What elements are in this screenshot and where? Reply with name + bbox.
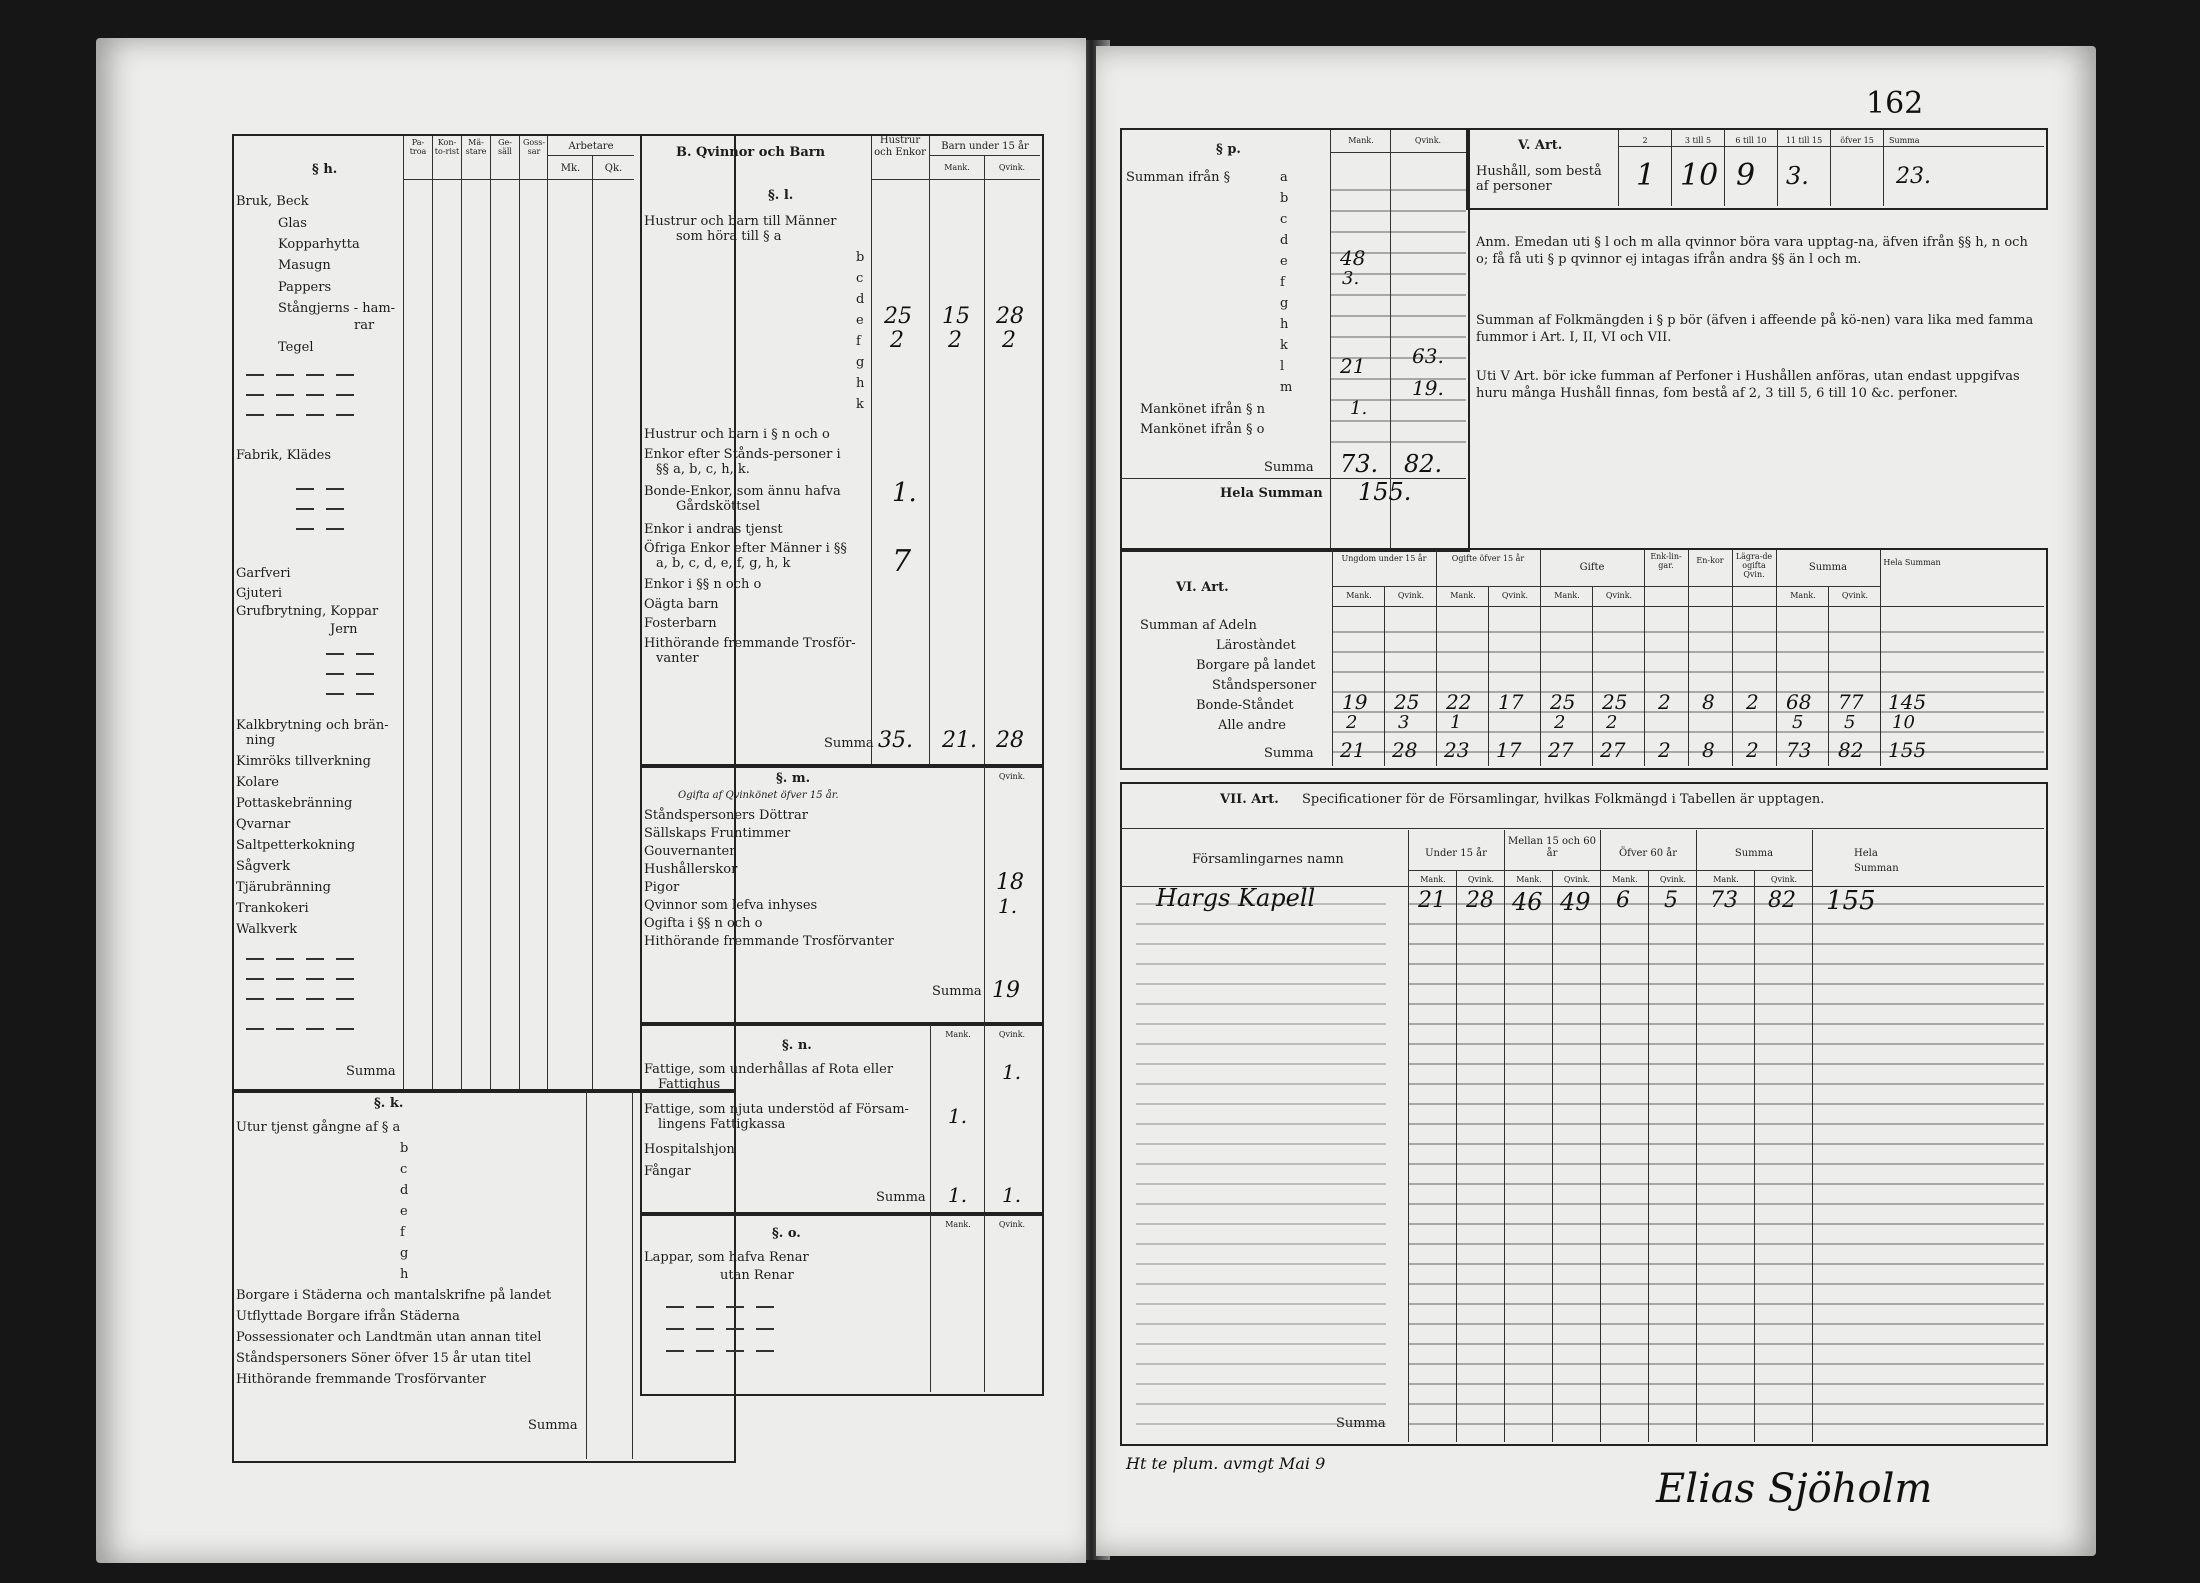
art7-h-mellan: Mellan 15 och 60 år xyxy=(1507,836,1596,859)
art6-h-hela: Hela Summan xyxy=(1883,558,1941,567)
hw-art7-val: 6 xyxy=(1616,888,1630,913)
p-letter: k xyxy=(1280,338,1288,353)
art5-col: 6 till 10 xyxy=(1735,136,1767,145)
art6-mank: Mank. xyxy=(1554,591,1580,600)
k-row: e xyxy=(400,1204,408,1219)
n-row: Fångar xyxy=(644,1164,691,1179)
k-row: f xyxy=(400,1225,405,1240)
p-letter: m xyxy=(1280,380,1293,395)
left-page xyxy=(96,38,1086,1563)
p-letter: l xyxy=(1280,359,1285,374)
m-row: Qvinnor som lefva inhyses xyxy=(644,898,818,913)
art7-h-ofver60: Öfver 60 år xyxy=(1618,848,1678,859)
hw-art6-bonde: 25 xyxy=(1602,690,1628,714)
art7-mank: Mank. xyxy=(1713,875,1739,884)
note-art5: Uti V Art. bör icke fumman af Perfoner i Hushållen anföras, utan endast uppgifvas huru många Hushåll finnas, fom bestå af 2, 3 till 5, 6 till 10 &c. perfoner. xyxy=(1476,369,2020,401)
col-patron: Pa-troa xyxy=(409,138,427,156)
b-row: Hustrur och barn i § n och o xyxy=(644,427,830,442)
h-row: Garfveri xyxy=(236,566,291,581)
h-row: Gjuteri xyxy=(236,586,283,601)
art7-qvink: Qvink. xyxy=(1563,875,1591,884)
hw-b-f-qvink: 2 xyxy=(1002,328,1016,353)
hw-b-f-hustrur: 2 xyxy=(890,328,904,353)
hw-art6-summa: 82 xyxy=(1838,738,1864,762)
hw-art7-val: 155 xyxy=(1826,886,1876,916)
hw-b-bonde-enkor: 1. xyxy=(892,478,917,508)
h-row: Kalkbrytning och brän- xyxy=(236,718,389,733)
art5-col: Summa xyxy=(1889,136,1920,145)
art5-col: 2 xyxy=(1642,136,1648,145)
art6-h-summa: Summa xyxy=(1808,562,1848,573)
section-h-title: § h. xyxy=(312,162,338,177)
art6-row: Borgare på landet xyxy=(1196,658,1316,673)
h-summa: Summa xyxy=(346,1064,396,1079)
hw-art6-summa: 73 xyxy=(1786,738,1812,762)
p-letter: g xyxy=(1280,296,1289,311)
hw-art6-bonde: 2 xyxy=(1658,690,1671,714)
h-row: Saltpetterkokning xyxy=(236,838,356,853)
col-barn-under-15: Barn under 15 år xyxy=(941,141,1029,152)
hw-art6-summa: 21 xyxy=(1340,738,1366,762)
h-row: Pottaskebränning xyxy=(236,796,353,811)
h-row: Walkverk xyxy=(236,922,298,937)
hw-art6-summa: 155 xyxy=(1888,738,1927,762)
b-row: g xyxy=(856,355,865,370)
p-letter: e xyxy=(1280,254,1288,269)
hw-p-l-qvink: 63. xyxy=(1412,344,1444,368)
art7-mank: Mank. xyxy=(1612,875,1638,884)
p-letter: d xyxy=(1280,233,1289,248)
hw-art5-2: 1 xyxy=(1636,158,1656,193)
n-row: Fattighus xyxy=(658,1077,721,1092)
p-letter: c xyxy=(1280,212,1288,227)
hw-p-e: 48 xyxy=(1340,246,1366,270)
hw-art7-val: 73 xyxy=(1710,888,1738,913)
hw-b-summa-qvink: 28 xyxy=(996,728,1024,753)
b-row: Öfriga Enkor efter Männer i §§ xyxy=(644,541,847,556)
hw-art7-val: 28 xyxy=(1466,888,1494,913)
art7-h-summa: Summa xyxy=(1734,848,1774,859)
art5-col: 3 till 5 xyxy=(1684,136,1712,145)
b-row: f xyxy=(856,334,861,349)
m-row: Gouvernanter xyxy=(644,844,736,859)
signature: Elias Sjöholm xyxy=(1656,1466,1933,1512)
h-row: Kolare xyxy=(236,775,280,790)
hw-art6-alle: 2 xyxy=(1606,712,1618,733)
art6-mank: Mank. xyxy=(1450,591,1476,600)
h-row: Jern xyxy=(330,622,358,637)
col-gossar: Goss-sar xyxy=(522,138,546,156)
hw-art7-val: 5 xyxy=(1664,888,1678,913)
b-summa: Summa xyxy=(824,736,874,751)
n-row: lingens Fattigkassa xyxy=(658,1117,786,1132)
hw-art6-summa: 2 xyxy=(1746,738,1759,762)
hw-art6-bonde: 77 xyxy=(1838,690,1864,714)
hw-art6-bonde: 25 xyxy=(1394,690,1420,714)
col-hustrur-enkor: Hustrur och Enkor xyxy=(874,135,926,158)
h-row: Tegel xyxy=(278,340,314,355)
p-mank-o: Mankönet ifrån § o xyxy=(1140,422,1265,437)
col-gesall: Ge-säll xyxy=(498,138,512,156)
hw-art6-bonde: 22 xyxy=(1446,690,1472,714)
n-col-mank: Mank. xyxy=(945,1030,971,1039)
k-summa: Summa xyxy=(528,1418,578,1433)
art6-h-gifte: Gifte xyxy=(1579,562,1605,573)
col-barn-mank: Mank. xyxy=(944,163,970,172)
hw-b-f-mank: 2 xyxy=(948,328,962,353)
hw-art6-summa: 2 xyxy=(1658,738,1671,762)
m-row: Hushållerskor xyxy=(644,862,738,877)
hw-b-summa-mank: 21. xyxy=(942,728,977,753)
h-row: Masugn xyxy=(278,258,331,273)
hw-p-summa-mank: 73. xyxy=(1340,450,1379,478)
col-arbetare: Arbetare xyxy=(568,141,614,152)
art7-summa: Summa xyxy=(1336,1416,1386,1431)
p-letter: h xyxy=(1280,317,1289,332)
art6-row: Alle andre xyxy=(1218,718,1286,733)
n-row: Fattige, som njuta understöd af Försam- xyxy=(644,1102,909,1117)
art6-h-enkor: En-kor xyxy=(1696,556,1724,565)
o-row: utan Renar xyxy=(720,1268,794,1283)
col-kontorist: Kon-to-rist xyxy=(434,138,460,156)
hw-art6-bonde: 68 xyxy=(1786,690,1812,714)
k-row: Hithörande fremmande Trosförvanter xyxy=(236,1372,486,1387)
hw-art7-parish: Hargs Kapell xyxy=(1156,884,1316,912)
hw-art6-alle: 10 xyxy=(1892,712,1915,733)
col-arbetare-mk: Mk. xyxy=(560,163,581,174)
b-row: Fosterbarn xyxy=(644,616,717,631)
art7-mank: Mank. xyxy=(1420,875,1446,884)
section-b-title: B. Qvinnor och Barn xyxy=(676,145,826,160)
art5-label: Hushåll, som bestå af personer xyxy=(1476,164,1602,194)
hw-n-summa-mank: 1. xyxy=(948,1183,968,1207)
footer-note: Ht te plum. avmgt Mai 9 xyxy=(1126,1454,1326,1473)
k-row: h xyxy=(400,1267,409,1282)
n-summa: Summa xyxy=(876,1190,926,1205)
h-row: Sågverk xyxy=(236,859,291,874)
hw-art6-alle: 5 xyxy=(1844,712,1856,733)
b-row: a, b, c, d, e, f, g, h, k xyxy=(656,556,791,571)
h-row: Stångjerns - ham- xyxy=(278,301,396,316)
hw-p-m-qvink: 19. xyxy=(1412,376,1444,400)
k-row: c xyxy=(400,1162,408,1177)
o-col-qvink: Qvink. xyxy=(998,1220,1026,1229)
hw-b-e-mank: 15 xyxy=(942,304,970,329)
hw-m-summa: 19 xyxy=(992,978,1020,1003)
p-hela-summan: Hela Summan xyxy=(1220,486,1323,501)
b-row: Bonde-Enkor, som ännu hafva xyxy=(644,484,841,499)
hw-art6-bonde: 25 xyxy=(1550,690,1576,714)
section-o-title: §. o. xyxy=(772,1226,801,1241)
art5-col: öfver 15 xyxy=(1840,136,1874,145)
hw-art6-summa: 23 xyxy=(1444,738,1470,762)
b-row: Enkor efter Stånds-personer i xyxy=(644,447,841,462)
p-summa: Summa xyxy=(1264,460,1314,475)
m-col-qvink: Qvink. xyxy=(998,772,1026,781)
art6-qvink: Qvink. xyxy=(1397,591,1425,600)
hw-art7-val: 46 xyxy=(1512,888,1543,916)
b-row: Enkor i §§ n och o xyxy=(644,577,762,592)
art6-row: Bonde-Ståndet xyxy=(1196,698,1294,713)
art7-col-name: Församlingarnes namn xyxy=(1192,852,1344,867)
h-row: Pappers xyxy=(278,280,332,295)
n-row: Hospitalshjon xyxy=(644,1142,735,1157)
hw-art6-alle: 2 xyxy=(1554,712,1566,733)
hw-art6-summa: 27 xyxy=(1600,738,1626,762)
section-m-subtitle: Ogifta af Qvinkönet öfver 15 år. xyxy=(678,790,839,801)
k-row: Utur tjenst gångne af § a xyxy=(236,1120,401,1135)
p-lead: Summan ifrån § xyxy=(1126,170,1231,185)
art5-title: V. Art. xyxy=(1518,138,1563,153)
b-row: som höra till § a xyxy=(676,229,782,244)
b-row: Enkor i andras tjenst xyxy=(644,522,783,537)
hw-art5-6-10: 9 xyxy=(1736,158,1756,193)
p-col-qvink: Qvink. xyxy=(1414,136,1442,145)
hw-n-rota: 1. xyxy=(1002,1060,1022,1084)
h-row: Trankokeri xyxy=(236,901,309,916)
hw-p-f: 3. xyxy=(1342,268,1360,289)
hw-art6-bonde: 2 xyxy=(1746,690,1759,714)
b-row: Hustrur och barn till Männer xyxy=(644,214,837,229)
p-letter: b xyxy=(1280,191,1289,206)
k-row: d xyxy=(400,1183,409,1198)
art6-row: Lärostàndet xyxy=(1216,638,1296,653)
page-number: 162 xyxy=(1866,86,1924,121)
m-row: Pigor xyxy=(644,880,680,895)
h-row: Qvarnar xyxy=(236,817,291,832)
hw-art6-bonde: 19 xyxy=(1342,690,1368,714)
art6-row: Summan af Adeln xyxy=(1140,618,1257,633)
hw-art6-alle: 3 xyxy=(1398,712,1410,733)
b-row: b xyxy=(856,250,865,265)
b-row: k xyxy=(856,397,864,412)
p-col-mank: Mank. xyxy=(1348,136,1374,145)
hw-art7-val: 49 xyxy=(1560,888,1591,916)
art7-mank: Mank. xyxy=(1516,875,1542,884)
h-row: rar xyxy=(354,318,375,333)
m-row: Ståndspersoners Döttrar xyxy=(644,808,808,823)
art6-qvink: Qvink. xyxy=(1605,591,1633,600)
art6-qvink: Qvink. xyxy=(1501,591,1529,600)
h-row: Bruk, Beck xyxy=(236,194,309,209)
art6-qvink: Qvink. xyxy=(1841,591,1869,600)
b-row: Gårdsköttsel xyxy=(676,499,761,514)
h-row: Kopparhytta xyxy=(278,237,360,252)
hw-art6-summa: 17 xyxy=(1496,738,1522,762)
hw-n-summa-qvink: 1. xyxy=(1002,1183,1022,1207)
art6-mank: Mank. xyxy=(1790,591,1816,600)
art6-h-ogifte: Ogifte öfver 15 år xyxy=(1451,554,1525,563)
o-col-mank: Mank. xyxy=(945,1220,971,1229)
h-row: Grufbrytning, Koppar xyxy=(236,604,379,619)
hw-art6-summa: 8 xyxy=(1702,738,1715,762)
hw-art5-summa: 23. xyxy=(1896,164,1931,189)
b-row: Oägta barn xyxy=(644,597,719,612)
hw-art6-alle: 5 xyxy=(1792,712,1804,733)
hw-m-pigor: 18 xyxy=(996,870,1024,895)
art6-h-ungdom: Ungdom under 15 år xyxy=(1341,554,1427,563)
b-row: h xyxy=(856,376,865,391)
n-row: Fattige, som underhållas af Rota eller xyxy=(644,1062,894,1077)
hw-art6-alle: 2 xyxy=(1346,712,1358,733)
b-row: c xyxy=(856,271,864,286)
right-page xyxy=(1096,46,2096,1556)
o-row: Lappar, som hafva Renar xyxy=(644,1250,809,1265)
hw-p-n-mank: 1. xyxy=(1350,398,1368,419)
h-row: Glas xyxy=(278,216,307,231)
hw-n-kassa: 1. xyxy=(948,1104,968,1128)
p-mank-n: Mankönet ifrån § n xyxy=(1140,402,1266,417)
h-row: Tjärubränning xyxy=(236,880,331,895)
hw-m-qvinnor: 1. xyxy=(998,894,1018,918)
b-row: e xyxy=(856,313,864,328)
b-row: d xyxy=(856,292,865,307)
p-letter: a xyxy=(1280,170,1288,185)
art7-qvink: Qvink. xyxy=(1659,875,1687,884)
hw-b-ofriga-enkor: 7 xyxy=(892,544,912,579)
art6-title: VI. Art. xyxy=(1176,580,1229,595)
art5-col: 11 till 15 xyxy=(1785,136,1823,145)
hw-art5-3-5: 10 xyxy=(1680,158,1719,193)
hw-b-summa-hustrur: 35. xyxy=(878,728,913,753)
art7-title: VII. Art. xyxy=(1220,792,1279,807)
col-barn-qvink: Qvink. xyxy=(998,163,1026,172)
k-row: b xyxy=(400,1141,409,1156)
hw-art6-bonde: 17 xyxy=(1498,690,1524,714)
b-row: vanter xyxy=(656,651,699,666)
sub-l-title: §. l. xyxy=(768,188,794,203)
b-row: §§ a, b, c, h, k. xyxy=(656,462,750,477)
col-arbetare-qk: Qk. xyxy=(604,163,623,174)
art6-h-enklingar: Enk-lin-gar. xyxy=(1650,552,1682,570)
note-anm: Anm. Emedan uti § l och m alla qvinnor böra vara upptag-na, äfven ifrån §§ h, n och o; få få uti § p qvinnor ej intagas ifrån andra §§ än l och m. xyxy=(1476,235,2028,267)
hw-art6-bonde: 145 xyxy=(1888,690,1927,714)
art6-h-lagrade: Lägra-de ogifta Qvin. xyxy=(1735,552,1773,579)
hw-b-e-qvink: 28 xyxy=(996,304,1024,329)
note-summan: Summan af Folkmängden i § p bör (äfven i affeende på kö-nen) vara lika med famma fummor i Art. I, II, VI och VII. xyxy=(1476,313,2034,345)
h-row: Kimröks tillverkning xyxy=(236,754,371,769)
m-row: Ogifta i §§ n och o xyxy=(644,916,763,931)
art6-summa: Summa xyxy=(1264,746,1314,761)
n-col-qvink: Qvink. xyxy=(998,1030,1026,1039)
hw-art6-bonde: 8 xyxy=(1702,690,1715,714)
hw-art6-summa: 28 xyxy=(1392,738,1418,762)
m-row: Sällskaps Fruntimmer xyxy=(644,826,791,841)
k-row: Ståndspersoners Söner öfver 15 år utan titel xyxy=(236,1351,532,1366)
h-row: Fabrik, Klädes xyxy=(236,448,332,463)
hw-art7-val: 21 xyxy=(1418,888,1446,913)
art7-subtitle: Specificationer för de Församlingar, hvilkas Folkmängd i Tabellen är upptagen. xyxy=(1302,792,1825,807)
art7-qvink: Qvink. xyxy=(1770,875,1798,884)
hw-art7-val: 82 xyxy=(1768,888,1796,913)
hw-p-summa-qvink: 82. xyxy=(1404,450,1443,478)
section-m-title: §. m. xyxy=(776,771,811,786)
hw-p-hela-summan: 155. xyxy=(1358,478,1412,506)
m-row: Hithörande fremmande Trosförvanter xyxy=(644,934,894,949)
k-row: Utflyttade Borgare ifrån Städerna xyxy=(236,1309,460,1324)
section-n-title: §. n. xyxy=(782,1038,812,1053)
hw-art6-summa: 27 xyxy=(1548,738,1574,762)
p-letter: f xyxy=(1280,275,1285,290)
section-k-title: §. k. xyxy=(374,1096,404,1111)
art6-row: Ståndspersoner xyxy=(1212,678,1317,693)
section-p-title: § p. xyxy=(1216,142,1241,157)
art7-h-hela: Hela Summan xyxy=(1854,848,1899,874)
k-row: g xyxy=(400,1246,409,1261)
b-row: Hithörande fremmande Trosför- xyxy=(644,636,856,651)
art7-qvink: Qvink. xyxy=(1467,875,1495,884)
hw-b-e-hustrur: 25 xyxy=(884,304,912,329)
art6-mank: Mank. xyxy=(1346,591,1372,600)
h-row: ning xyxy=(246,733,276,748)
art7-h-under15: Under 15 år xyxy=(1425,848,1487,859)
m-summa: Summa xyxy=(932,984,982,999)
k-row: Borgare i Städerna och mantalskrifne på landet xyxy=(236,1288,552,1303)
col-mastare: Mä-stare xyxy=(465,138,487,156)
hw-p-l-mank: 21 xyxy=(1340,354,1366,378)
k-row: Possessionater och Landtmän utan annan titel xyxy=(236,1330,542,1345)
hw-art5-11-15: 3. xyxy=(1786,162,1809,190)
hw-art6-alle: 1 xyxy=(1450,712,1462,733)
